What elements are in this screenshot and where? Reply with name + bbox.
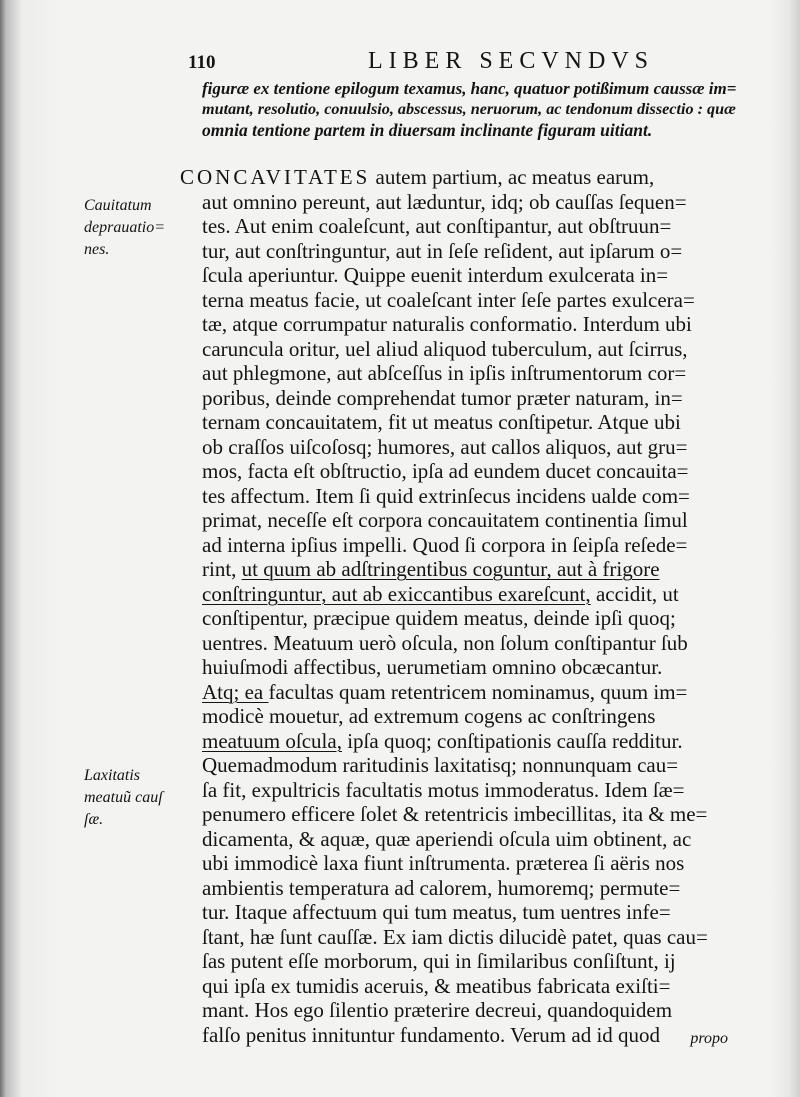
text-fragment: facultas quam retentricem nominamus, quum im= — [268, 679, 688, 704]
text-line: ſas putent eſſe morborum, qui in ſimilaribus conſiſtunt, ij — [202, 949, 676, 973]
text-fragment: autem partium, ac meatus earum, — [370, 165, 655, 189]
text-line: modicè mouetur, ad extremum cogens ac conſtringens — [202, 704, 656, 728]
text-line: terna meatus facie, ut coaleſcant inter ſeſe partes exulcera= — [202, 287, 695, 312]
text-fragment: rint, — [202, 557, 242, 581]
text-line: ubi immodicè laxa fiunt inſtrumenta. præterea ſi aëris nos — [202, 851, 685, 875]
margin-line: meatuũ cauſ — [84, 789, 163, 806]
margin-line: Cauitatum — [84, 197, 152, 214]
text-line: mant. Hos ego ſilentio præterire decreui, quandoquidem — [202, 998, 673, 1022]
text-line: omnia tentione partem in diuersam inclinante figuram uitiant. — [202, 120, 653, 140]
text-line: qui ipſa ex tumidis aceruis, & meatibus fabricata exiſti= — [202, 973, 671, 998]
opening-word: CONCAVITATES — [180, 165, 371, 189]
text-line: ſa fit, expultricis facultatis motus immoderatus. Idem ſæ= — [202, 777, 685, 802]
margin-line: ſæ. — [84, 811, 104, 828]
text-line: penumero efficere ſolet & retentricis imbecillitas, ita & me= — [202, 802, 708, 826]
text-line: aut phlegmone, aut abſceſſus in ipſis inſtrumentorum cor= — [202, 361, 687, 385]
page-number: 110 — [188, 52, 216, 73]
underlined-text: Atq; ea — [202, 679, 269, 704]
text-line: tes. Aut enim coaleſcunt, aut conſtipantur, aut obſtruun= — [202, 214, 672, 238]
text-line: tur, aut conſtringuntur, aut in ſeſe reſident, aut ipſarum o= — [202, 238, 683, 263]
text-line: tes affectum. Item ſi quid extrinſecus incidens ualde com= — [202, 483, 690, 508]
text-line: ternam concauitatem, fit ut meatus conſtipetur. Atque ubi — [202, 410, 681, 434]
text-line: caruncula oritur, uel aliud aliquod tuberculum, aut ſcirrus, — [202, 336, 688, 361]
running-title: LIBER SECVNDVS — [368, 48, 655, 74]
catchword: propo — [690, 1030, 728, 1047]
text-line: dicamenta, & aquæ, quæ aperiendi oſcula uim obtinent, ac — [202, 826, 692, 851]
text-line: ſcula aperiuntur. Quippe euenit interdum exulcerata in= — [202, 263, 669, 287]
text-line: primat, neceſſe eſt corpora concauitatem continentia ſimul — [202, 508, 688, 532]
text-line: mutant, resolutio, conuulsio, abscessus, neruorum, ac tendonum dissectio : quæ — [202, 101, 736, 118]
margin-line: Laxitatis — [84, 767, 141, 784]
text-line — [180, 729, 740, 754]
margin-note-laxitatis — [84, 765, 184, 831]
page-header — [188, 48, 748, 78]
italic-intro — [202, 78, 742, 141]
underlined-text: ut quum ab adſtringentibus coguntur, aut à frigore — [241, 557, 660, 581]
underlined-text: conſtringuntur, aut ab exiccantibus exareſcunt, — [202, 581, 591, 606]
text-line: aut omnino pereunt, aut læduntur, idq; ob cauſſas ſequen= — [202, 189, 687, 214]
text-line: conſtipentur, præcipue quidem meatus, deinde ipſi quoq; — [202, 606, 676, 630]
text-line — [180, 582, 740, 607]
text-line — [180, 680, 740, 705]
text-line: huiuſmodi affectibus, uerumetiam omnino obcæcantur. — [202, 655, 663, 679]
text-line: ob craſſos uiſcoſosq; humores, aut callos aliquos, aut gru= — [202, 434, 688, 459]
underlined-text: meatuum oſcula, — [202, 728, 342, 753]
text-line: falſo penitus innituntur fundamento. Verum ad id quod — [202, 1022, 661, 1047]
text-line: ſtant, hæ ſunt cauſſæ. Ex iam dictis dilucidè patet, quas cau= — [202, 924, 708, 949]
margin-line: deprauatio= — [84, 219, 166, 236]
text-line: ad interna ipſius impelli. Quod ſi corpora in ſeipſa reſede= — [202, 532, 688, 557]
text-line: tæ, atque corrumpatur naturalis conformatio. Interdum ubi — [202, 312, 692, 336]
text-line: Quemadmodum raritudinis laxitatisq; nonnunquam cau= — [202, 753, 679, 777]
text-line: poribus, deinde comprehendat tumor præter naturam, in= — [202, 385, 683, 410]
text-line — [180, 165, 740, 190]
text-line: figuræ ex tentione epilogum texamus, hanc, quatuor potißimum caussæ im= — [202, 79, 737, 98]
margin-line: nes. — [84, 241, 110, 258]
text-fragment: ipſa quoq; conſtipationis cauſſa redditur. — [341, 728, 683, 753]
text-line: mos, facta eſt obſtructio, ipſa ad eundem ducet concauita= — [202, 459, 689, 483]
text-line: uentres. Meatuum uerò oſcula, non ſolum conſtipantur ſub — [202, 630, 688, 655]
text-fragment: accidit, ut — [590, 581, 679, 606]
text-line — [180, 557, 740, 582]
margin-note-cavitatum — [84, 195, 184, 261]
text-line: tur. Itaque affectuum qui tum meatus, tum uentres infe= — [202, 900, 671, 924]
main-text — [180, 165, 740, 1047]
text-line: ambientis temperatura ad calorem, humoremq; permute= — [202, 875, 681, 900]
